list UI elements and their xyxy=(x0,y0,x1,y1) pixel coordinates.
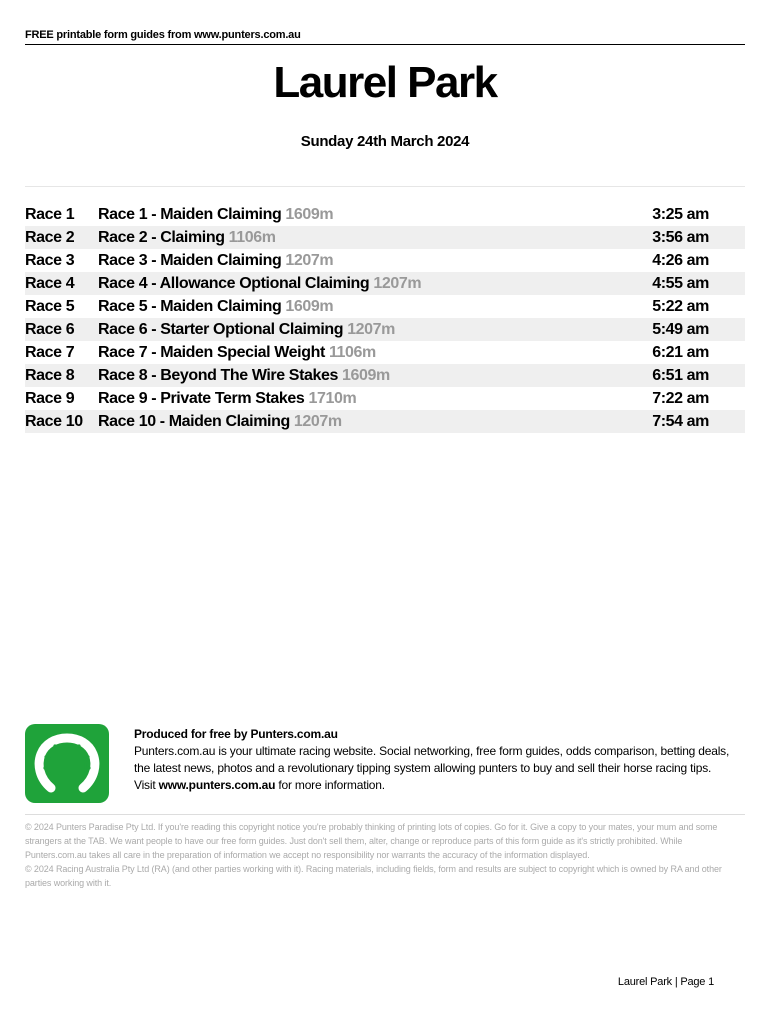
race-distance: 1609m xyxy=(285,298,334,315)
race-number: Race 5 xyxy=(25,298,75,315)
race-title xyxy=(98,272,421,295)
race-time: 4:55 am xyxy=(652,275,709,292)
race-row xyxy=(25,203,745,226)
punters-link[interactable]: www.punters.com.au xyxy=(158,778,276,792)
punters-logo xyxy=(25,724,109,803)
promo-visit xyxy=(134,777,746,794)
visit-suffix: for more information. xyxy=(275,778,385,792)
race-row xyxy=(25,318,745,341)
race-distance: 1207m xyxy=(373,275,422,292)
race-name: Race 1 - Maiden Claiming xyxy=(98,206,282,223)
horseshoe-icon xyxy=(25,724,109,803)
footer-divider xyxy=(25,814,745,815)
race-title xyxy=(98,249,333,272)
divider xyxy=(25,186,745,187)
race-name: Race 6 - Starter Optional Claiming xyxy=(98,321,344,338)
promo-block xyxy=(134,726,746,794)
race-row xyxy=(25,410,745,433)
race-number: Race 6 xyxy=(25,321,75,338)
race-time: 5:22 am xyxy=(652,298,709,315)
page-title: Laurel Park xyxy=(273,58,497,107)
promo-body: Punters.com.au is your ultimate racing website. Social networking, free form guides, odds comparison, betting deals, the latest news, photos and a revolutionary tipping system allowing punters to buy and sell their horse racing tips. xyxy=(134,744,730,775)
page-footer: Laurel Park | Page 1 xyxy=(617,976,714,988)
race-name: Race 10 - Maiden Claiming xyxy=(98,413,290,430)
race-number: Race 8 xyxy=(25,367,75,384)
race-title xyxy=(98,295,333,318)
race-time: 7:54 am xyxy=(652,413,709,430)
race-time: 7:22 am xyxy=(652,390,709,407)
race-row xyxy=(25,226,745,249)
race-title xyxy=(98,387,356,410)
race-distance: 1207m xyxy=(347,321,396,338)
race-number: Race 10 xyxy=(25,413,83,430)
race-number: Race 1 xyxy=(25,206,75,223)
race-distance: 1106m xyxy=(328,344,376,361)
race-distance: 1609m xyxy=(285,206,334,223)
legal-notice xyxy=(25,820,745,890)
copyright-punters: © 2024 Punters Paradise Pty Ltd. If you're reading this copyright notice you're probably thinking of printing lots of copies. Go for it. Give a copy to your mates, your mum and some strangers at the TAB. We want people to have our free form guides. Just don't sell them, alter, change or reproduce parts of this form guide as it's strictly prohibited. While Punters.com.au takes all care in the preparation of information we accept no responsibility nor warrants the accuracy of the information displayed. xyxy=(25,822,718,860)
race-name: Race 8 - Beyond The Wire Stakes xyxy=(98,367,338,384)
race-name: Race 3 - Maiden Claiming xyxy=(98,252,282,269)
race-row xyxy=(25,295,745,318)
race-title xyxy=(98,341,376,364)
race-number: Race 4 xyxy=(25,275,75,292)
race-distance: 1710m xyxy=(308,390,357,407)
race-name: Race 7 - Maiden Special Weight xyxy=(98,344,325,361)
race-row xyxy=(25,341,745,364)
race-title xyxy=(98,410,342,433)
race-distance: 1106m xyxy=(228,229,276,246)
race-title xyxy=(98,226,276,249)
race-name: Race 5 - Maiden Claiming xyxy=(98,298,282,315)
race-number: Race 9 xyxy=(25,390,75,407)
race-list xyxy=(25,203,745,433)
race-time: 6:21 am xyxy=(652,344,709,361)
race-number: Race 7 xyxy=(25,344,75,361)
race-title xyxy=(98,203,333,226)
race-row xyxy=(25,249,745,272)
race-distance: 1207m xyxy=(285,252,334,269)
race-name: Race 4 - Allowance Optional Claiming xyxy=(98,275,370,292)
race-row xyxy=(25,272,745,295)
race-number: Race 2 xyxy=(25,229,75,246)
race-time: 3:56 am xyxy=(652,229,709,246)
promo-heading: Produced for free by Punters.com.au xyxy=(134,727,338,741)
race-time: 6:51 am xyxy=(652,367,709,384)
race-date: Sunday 24th March 2024 xyxy=(300,133,470,150)
copyright-racing-australia: © 2024 Racing Australia Pty Ltd (RA) (and other parties working with it). Racing materials, including fields, form and results are subject to copyright which is owned by RA and other parties working with it. xyxy=(25,864,722,888)
race-time: 4:26 am xyxy=(652,252,709,269)
race-row xyxy=(25,364,745,387)
race-name: Race 9 - Private Term Stakes xyxy=(98,390,305,407)
race-title xyxy=(98,364,390,387)
race-name: Race 2 - Claiming xyxy=(98,229,225,246)
race-distance: 1609m xyxy=(342,367,390,384)
race-time: 3:25 am xyxy=(652,206,709,223)
race-row xyxy=(25,387,745,410)
race-time: 5:49 am xyxy=(652,321,709,338)
race-title xyxy=(98,318,395,341)
race-distance: 1207m xyxy=(293,413,342,430)
race-number: Race 3 xyxy=(25,252,75,269)
top-banner: FREE printable form guides from www.punters.com.au xyxy=(25,29,745,45)
visit-prefix: Visit xyxy=(134,778,159,792)
